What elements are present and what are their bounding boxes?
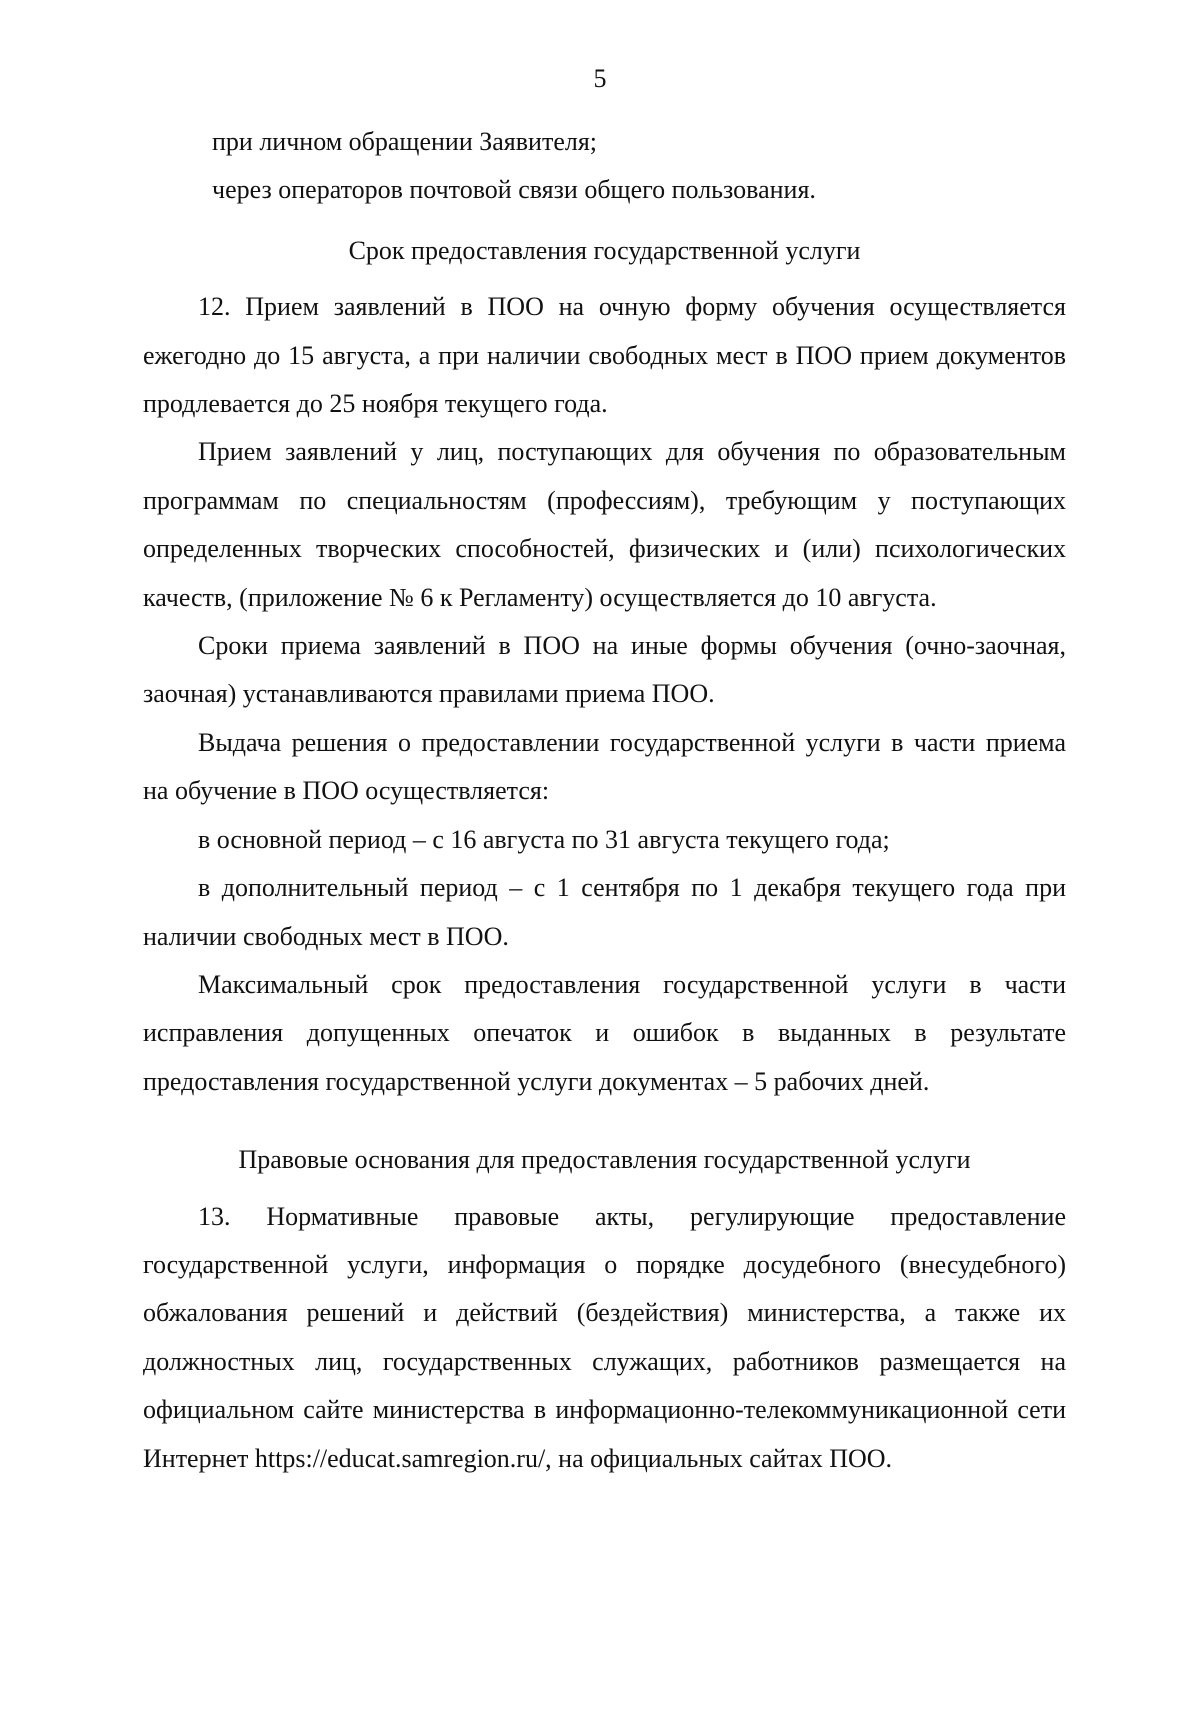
paragraph-decision-issue: Выдача решения о предоставлении государственной услуги в части приема на обучение в ПОО осуществляется: [143,727,1066,806]
section-heading-term: Срок предоставления государственной услуги [348,235,861,265]
intro-line-1: при личном обращении Заявителя; [212,127,598,156]
paragraph-creative-admission: Прием заявлений у лиц, поступающих для обучения по образовательным программам по специальностям (профессиям), требующим у поступающих определенных творческих способностей, физических и (или) психологических качеств, (приложение № 6 к Регламенту) осуществляется до 10 августа. [143,437,1066,612]
paragraph-max-term: Максимальный срок предоставления государственной услуги в части исправления допущенных опечаток и ошибок в выданных в результате предоставления государственной услуги документах – 5 рабочих дней. [143,969,1066,1096]
document-body [143,118,1066,1483]
intro-line-2: через операторов почтовой связи общего пользования. [212,175,816,205]
section-heading-legal-basis: Правовые основания для предоставления государственной услуги [238,1145,971,1175]
page-number: 5 [593,64,607,93]
paragraph-main-period: в основной период – с 16 августа по 31 августа текущего года; [198,824,890,854]
paragraph-other-forms: Сроки приема заявлений в ПОО на иные формы обучения (очно-заочная, заочная) устанавливаются правилами приема ПОО. [143,631,1066,709]
paragraph-12: 12. Прием заявлений в ПОО на очную форму обучения осуществляется ежегодно до 15 августа, а при наличии свободных мест в ПОО прием документов продлевается до 25 ноября текущего года. [143,292,1066,419]
paragraph-13: 13. Нормативные правовые акты, регулирующие предоставление государственной услуги, информация о порядке досудебного (внесудебного) обжалования решений и действий (бездействия) министерства, а также их должностных лиц, государственных служащих, работников размещается на официальном сайте министерства в информационно-телекоммуникационной сети Интернет https://educat.samregion.ru/, на официальных сайтах ПОО. [143,1201,1066,1473]
paragraph-additional-period: в дополнительный период – с 1 сентября по 1 декабря текущего года при наличии свободных мест в ПОО. [143,873,1066,951]
